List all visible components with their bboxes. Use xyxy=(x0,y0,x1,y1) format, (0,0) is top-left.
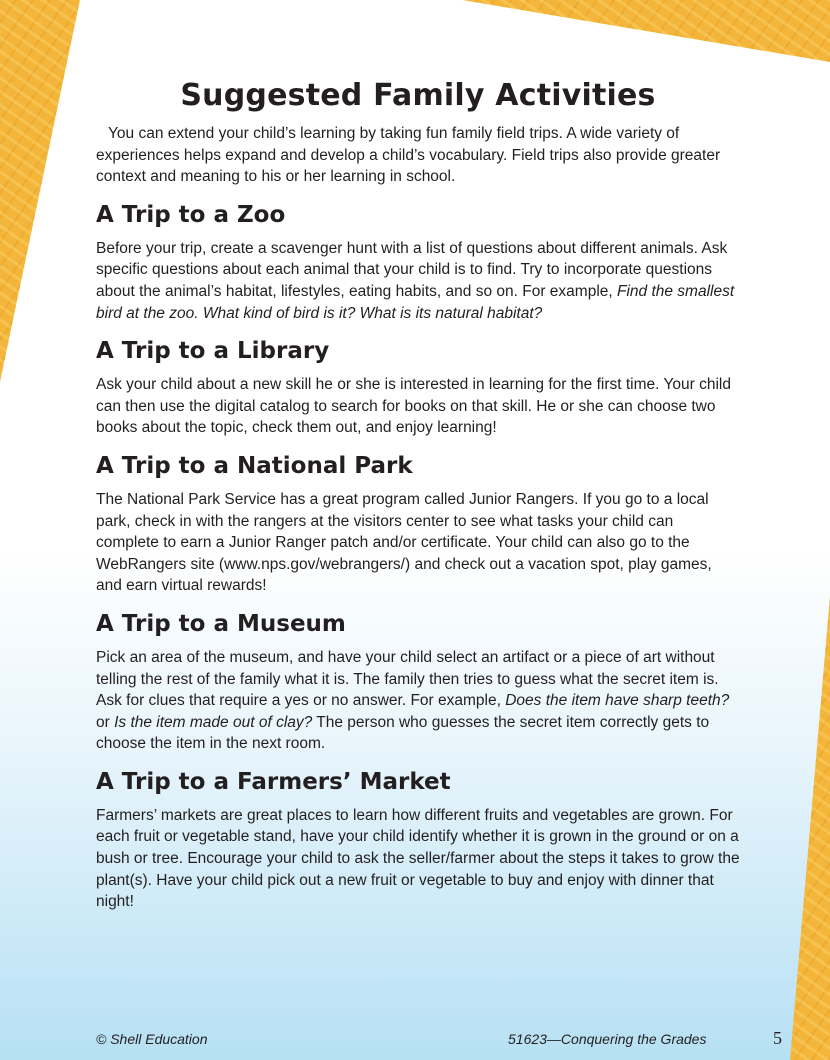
paragraph-zoo xyxy=(96,238,740,324)
page-number: 5 xyxy=(773,1028,782,1048)
paragraph-farmers-market: Farmers’ markets are great places to learn how different fruits and vegetables are grown. For each fruit or vegetable stand, have your child identify whether it is grown in the ground or on a bush or tree. Encourage your child to ask the seller/farmer about the steps it takes to grow the plant(s). Have your child pick out a new fruit or vegetable to buy and enjoy with dinner that night! xyxy=(96,806,740,911)
heading-national-park: A Trip to a National Park xyxy=(96,452,413,479)
museum-example-1: Does the item have sharp teeth? xyxy=(505,692,730,710)
paragraph-museum xyxy=(96,647,740,755)
paragraph-national-park: The National Park Service has a great program called Junior Rangers. If you go to a local park, check in with the rangers at the visitors center to see what tasks your child can complete to earn a Junior Ranger patch and/or certificate. Your child can also go to the WebRangers site (www.nps.gov/webrangers/) and check out a vacation spot, play games, and earn virtual rewards! xyxy=(96,490,712,595)
page-title: Suggested Family Activities xyxy=(180,78,656,113)
document-body xyxy=(96,78,740,913)
intro-paragraph: You can extend your child’s learning by taking fun family field trips. A wide variety of experiences helps expand and develop a child’s vocabulary. Field trips also provide greater context and meaning to his or her learning in school. xyxy=(96,125,721,186)
footer-publisher: © Shell Education xyxy=(96,1031,208,1047)
zoo-text: Before your trip, create a scavenger hunt with a list of questions about different animals. Ask specific questions about each animal that your child is to find. Try to incorporate questions about the animal’s habitat, lifestyles, eating habits, and so on. For example, xyxy=(96,239,728,300)
zoo-example: Find the smallest bird at the zoo. What kind of bird is it? What is its natural habitat? xyxy=(96,282,735,322)
heading-farmers-market: A Trip to a Farmers’ Market xyxy=(96,768,451,795)
museum-text-3: The person who guesses the secret item correctly gets to choose the item in the next room. xyxy=(96,713,710,753)
paragraph-library: Ask your child about a new skill he or she is interested in learning for the first time. Your child can then use the digital catalog to search for books on that skill. He or she can choose two books about the topic, check them out, and enjoy learning! xyxy=(96,376,731,437)
heading-library: A Trip to a Library xyxy=(96,338,330,365)
heading-zoo: A Trip to a Zoo xyxy=(96,201,286,228)
museum-example-2: Is the item made out of clay? xyxy=(114,713,313,731)
footer-book-title: 51623—Conquering the Grades xyxy=(508,1031,707,1047)
museum-text-1: Pick an area of the museum, and have your child select an artifact or a piece of art without telling the rest of the family what it is. The family then tries to guess what the secret item is. Ask for clues that require a yes or no answer. For example, xyxy=(96,648,719,710)
museum-text-2: or xyxy=(96,713,115,731)
heading-museum: A Trip to a Museum xyxy=(96,610,346,637)
